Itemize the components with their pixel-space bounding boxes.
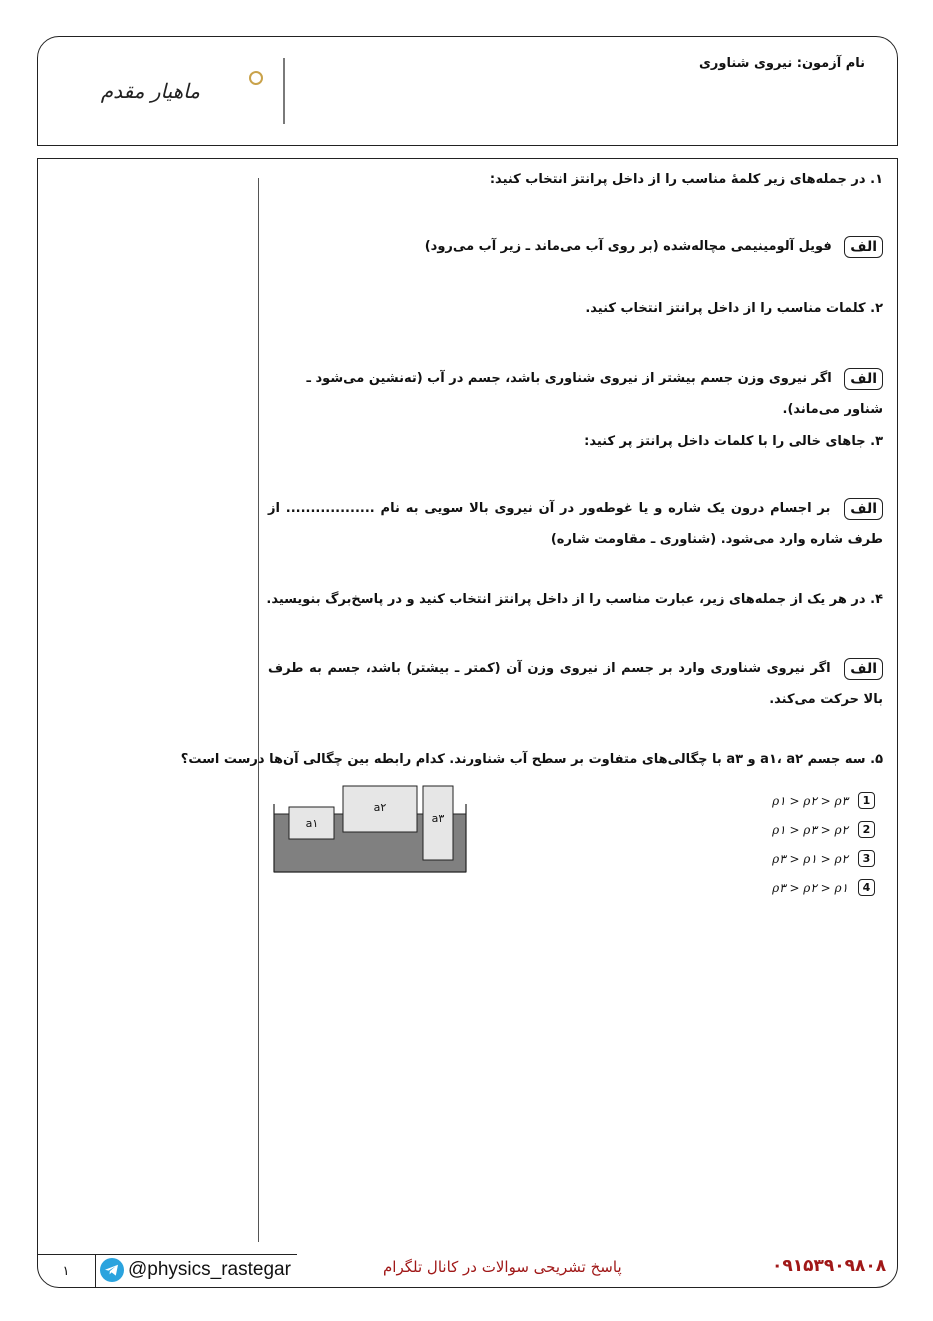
logo	[100, 58, 290, 124]
option-text: ρ۱ > ρ۳ > ρ۲	[772, 822, 848, 837]
page-number-box	[37, 1254, 96, 1288]
question-2-number: ۲.	[870, 301, 883, 316]
question-4-text: در هر یک از جمله‌های زیر، عبارت مناسب را از داخل پرانتز انتخاب کنید و در پاسخ‌برگ بنویسید.	[266, 592, 866, 607]
question-5-text: سه جسم a۱، a۲ و a۳ با چگالی‌های متفاوت بر سطح آب شناورند. کدام رابطه بین چگالی آن‌ها درست است؟	[180, 752, 866, 767]
question-4-prompt	[266, 592, 883, 607]
question-1-prompt	[490, 172, 883, 187]
option-4[interactable]	[735, 873, 875, 902]
telegram-handle: @physics_rastegar	[128, 1259, 291, 1280]
phone-number: ۰۹۱۵۳۹۰۹۸۰۸	[772, 1256, 887, 1276]
question-3-prompt	[584, 434, 883, 449]
question-1-number: ۱.	[870, 172, 883, 187]
question-3-part-text: بر اجسام درون یک شاره و یا غوطه‌ور در آن نیروی بالا سویی به نام .................. از طرف شاره وارد می‌شود. (شناوری ـ مقاومت شاره)	[268, 501, 883, 547]
question-3-text: جاهای خالی را با کلمات داخل پرانتز پر کنید:	[584, 434, 866, 449]
question-2-part	[268, 364, 883, 425]
question-4-number: ۴.	[870, 592, 883, 607]
option-text: ρ۳ > ρ۲ > ρ۱	[772, 880, 848, 895]
telegram-icon	[100, 1258, 124, 1282]
option-1[interactable]	[735, 786, 875, 815]
question-3-part	[268, 494, 883, 555]
option-number: 2	[858, 821, 875, 838]
block-a3-label: a۳	[431, 812, 445, 825]
page-number: ۱	[62, 1263, 70, 1279]
option-2[interactable]	[735, 815, 875, 844]
question-4-part-text: اگر نیروی شناوری وارد بر جسم از نیروی وزن آن (کمتر ـ بیشتر) باشد، جسم به طرف بالا حرکت می‌کند.	[268, 661, 883, 707]
part-label: الف	[844, 236, 883, 258]
option-text: ρ۱ > ρ۲ > ρ۳	[772, 793, 848, 808]
question-1-part	[268, 232, 883, 263]
question-3-number: ۳.	[870, 434, 883, 449]
question-4-part	[268, 654, 883, 715]
floating-blocks-diagram	[272, 784, 468, 876]
question-5-prompt	[181, 752, 883, 767]
part-label: الف	[844, 658, 883, 680]
option-text: ρ۳ > ρ۱ > ρ۲	[772, 851, 848, 866]
question-1-part-text: فویل آلومینیمی مچاله‌شده (بر روی آب می‌ماند ـ زیر آب می‌رود)	[424, 239, 832, 254]
option-3[interactable]	[735, 844, 875, 873]
part-label: الف	[844, 368, 883, 390]
block-a2-label: a۲	[373, 801, 387, 814]
svg-text:ماهیار مقدم: ماهیار مقدم	[100, 79, 200, 103]
telegram-link[interactable]	[100, 1258, 291, 1282]
question-1-text: در جمله‌های زیر کلمهٔ مناسب را از داخل پرانتز انتخاب کنید:	[489, 172, 866, 187]
question-5-options	[735, 786, 875, 902]
question-2-text: کلمات مناسب را از داخل پرانتز انتخاب کنید.	[585, 301, 866, 316]
option-number: 4	[858, 879, 875, 896]
question-2-prompt	[585, 301, 883, 316]
exam-title: نام آزمون: نیروی شناوری	[698, 56, 865, 71]
option-number: 1	[858, 792, 875, 809]
part-label: الف	[844, 498, 883, 520]
block-a1-label: a۱	[305, 817, 319, 830]
channel-note: پاسخ تشریحی سوالات در کانال تلگرام	[383, 1258, 622, 1276]
question-5-number: ۵.	[870, 752, 883, 767]
content-frame	[37, 158, 898, 1288]
option-number: 3	[858, 850, 875, 867]
column-divider	[258, 178, 259, 1242]
question-2-part-text: اگر نیروی وزن جسم بیشتر از نیروی شناوری باشد، جسم در آب (ته‌نشین می‌شود ـ شناور می‌ماند).	[306, 371, 883, 417]
